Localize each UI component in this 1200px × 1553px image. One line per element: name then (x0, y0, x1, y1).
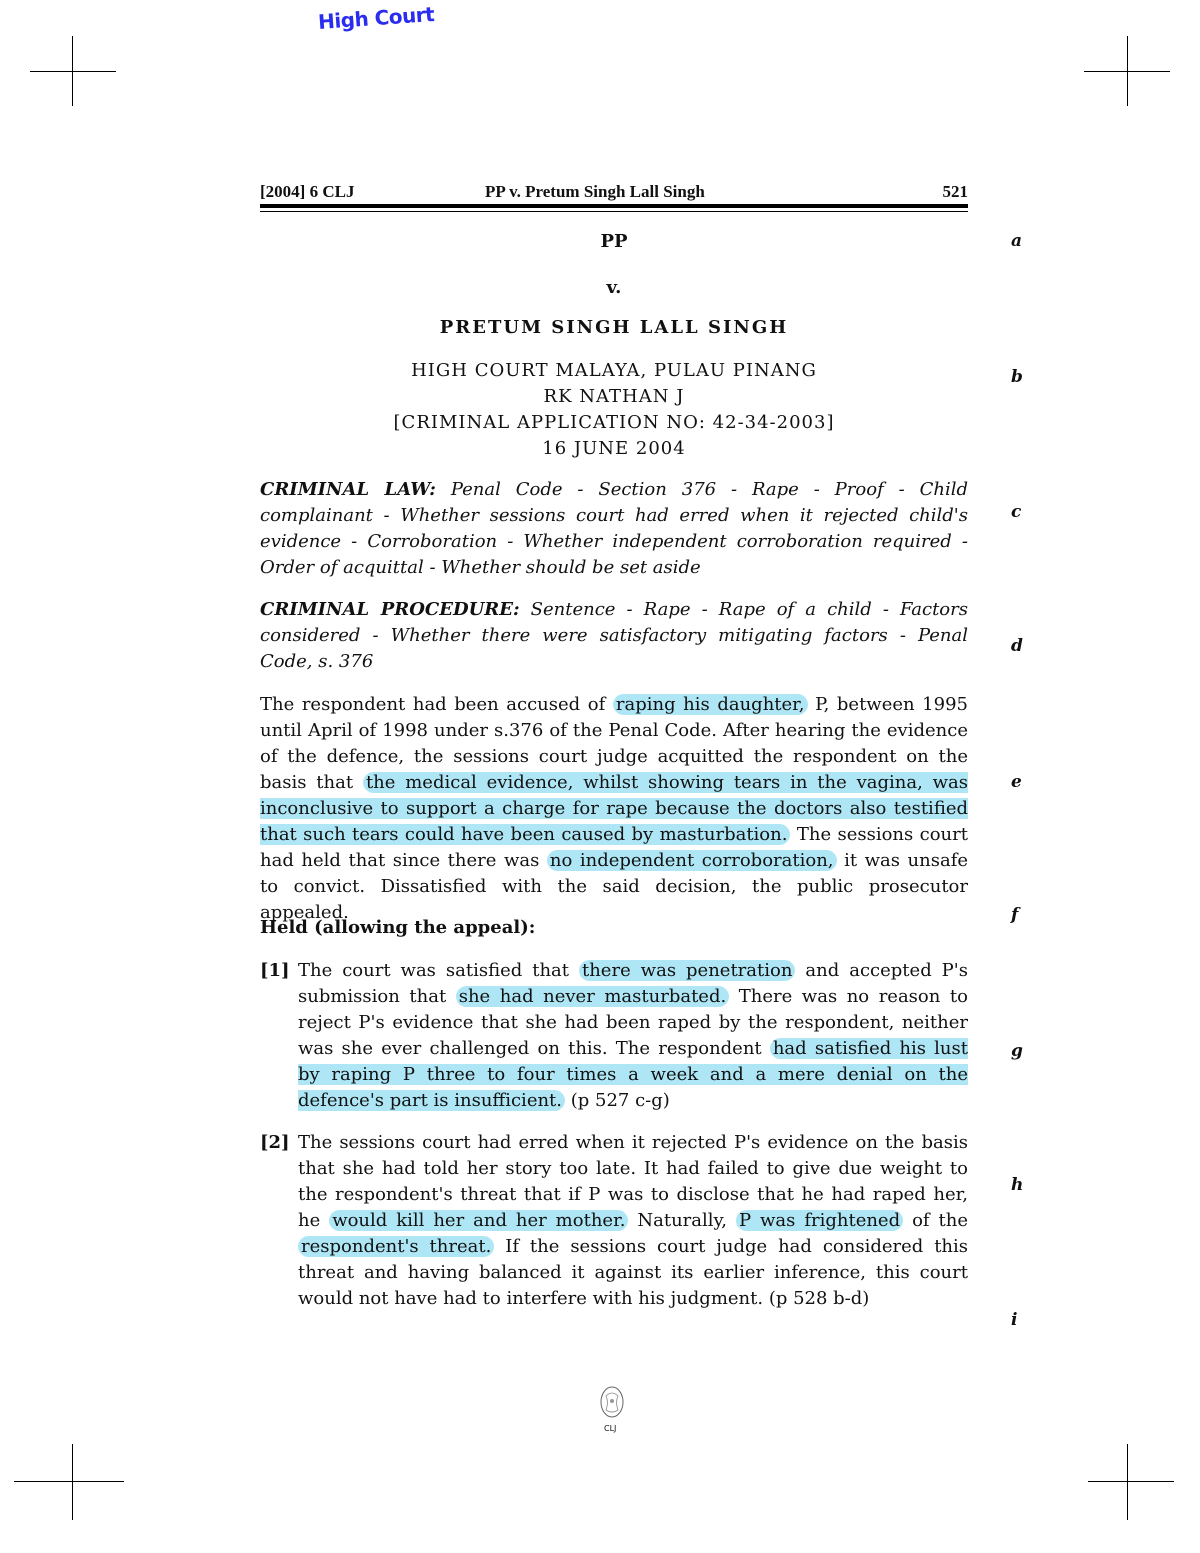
margin-letter-a: a (1011, 231, 1023, 251)
crop-mark-bottom-left-h (14, 1481, 124, 1482)
handwritten-note: High Court (317, 1, 435, 35)
margin-letter-i: i (1011, 1310, 1018, 1330)
margin-letter-b: b (1011, 367, 1023, 387)
margin-letter-d: d (1011, 636, 1023, 656)
held-text: of the (912, 1210, 968, 1231)
crop-mark-bottom-left-v (72, 1444, 73, 1520)
held-text: The sessions court had erred when it rejected P's evidence on the basis that she had told her story too late. It had failed to give due weight to the respondent's threat that if P was to disclose that he had raped her, he (298, 1132, 968, 1231)
highlighted-text: raping his daughter, (613, 694, 808, 715)
held-heading: Held (allowing the appeal): (260, 917, 536, 938)
case-short-title: PP v. Pretum Singh Lall Singh (485, 182, 705, 201)
summary-text: The respondent had been accused of (260, 694, 606, 715)
held-item-number: [2] (260, 1132, 290, 1153)
catchword-heading: CRIMINAL LAW: (260, 479, 436, 500)
held-text: Naturally, (637, 1210, 728, 1231)
summary-text: it was unsafe to convict. Dissatisfied with the said decision, the public prosecutor appealed. (260, 850, 969, 923)
held-text: There was no reason to reject P's evidence that she had been raped by the respondent, neither was she ever challenged on this. The respondent (298, 986, 968, 1059)
held-text: The court was satisfied that (298, 960, 570, 981)
appellant-name: PP (600, 231, 628, 252)
citation: [2004] 6 CLJ (260, 182, 355, 201)
summary-text: The sessions court had held that since there was (260, 824, 968, 871)
clj-logo-icon (597, 1384, 627, 1424)
margin-letter-c: c (1011, 502, 1022, 522)
highlighted-text: had satisfied his lust by raping P three to four times a week and a mere denial on the defence's part is insufficient. (298, 1038, 968, 1111)
catchword-text: Penal Code - Section 376 - Rape - Proof - Child complainant - Whether sessions court had erred when it rejected child's evidence - Corroboration - Whether independent corroboration required - Order of acquittal - Whether should be set aside (260, 479, 968, 578)
logo-caption: CLJ (604, 1424, 617, 1433)
crop-mark-top-left-h (30, 71, 116, 72)
running-header (260, 182, 968, 204)
margin-letter-g: g (1011, 1041, 1023, 1061)
case-number: [CRIMINAL APPLICATION NO: 42-34-2003] (393, 412, 835, 433)
court-name: HIGH COURT MALAYA, PULAU PINANG (411, 360, 817, 381)
highlighted-text: respondent's threat. (298, 1236, 494, 1257)
highlighted-text: the medical evidence, whilst showing tears in the vagina, was inconclusive to support a charge for rape because the doctors also testified that such tears could have been caused by masturbation. (260, 772, 968, 845)
held-item-number: [1] (260, 960, 290, 981)
held-text: (p 527 c-g) (570, 1090, 670, 1111)
highlighted-text: no independent corroboration, (547, 850, 837, 871)
margin-letter-f: f (1011, 905, 1019, 925)
highlighted-text: P was frightened (736, 1210, 903, 1231)
held-text: If the sessions court judge had considered this threat and having balanced it against its earlier inference, this court would not have had to interfere with his judgment. (p 528 b-d) (298, 1236, 969, 1309)
crop-mark-bottom-right-v (1127, 1444, 1128, 1520)
respondent-name: PRETUM SINGH LALL SINGH (439, 317, 789, 338)
summary-text: P, between 1995 until April of 1998 under s.376 of the Penal Code. After hearing the evidence of the defence, the sessions court judge acquitted the respondent on the basis that (260, 694, 968, 793)
header-rule-thin (260, 211, 968, 212)
held-text: and accepted P's submission that (298, 960, 968, 1007)
held-item-text (298, 958, 968, 1114)
crop-mark-top-right-v (1127, 36, 1128, 106)
margin-letter-h: h (1011, 1175, 1024, 1195)
margin-letter-e: e (1011, 772, 1022, 792)
highlighted-text: would kill her and her mother. (329, 1210, 628, 1231)
highlighted-text: there was penetration (579, 960, 795, 981)
page-number: 521 (942, 182, 968, 201)
held-item-text (298, 1130, 968, 1312)
judge-name: RK NATHAN J (543, 386, 685, 407)
crop-mark-bottom-right-h (1088, 1481, 1174, 1482)
court-info (260, 358, 968, 462)
case-summary (260, 692, 968, 926)
crop-mark-top-left-v (72, 36, 73, 106)
catchword-criminal-law (260, 477, 968, 581)
catchword-text: Sentence - Rape - Rape of a child - Factors considered - Whether there were satisfactory mitigating factors - Penal Code, s. 376 (260, 599, 968, 672)
catchword-criminal-procedure (260, 597, 968, 675)
header-rule-thick (260, 204, 968, 208)
highlighted-text: she had never masturbated. (456, 986, 729, 1007)
judgment-date: 16 JUNE 2004 (542, 438, 686, 459)
catchword-heading: CRIMINAL PROCEDURE: (260, 599, 520, 620)
versus: v. (606, 277, 622, 298)
